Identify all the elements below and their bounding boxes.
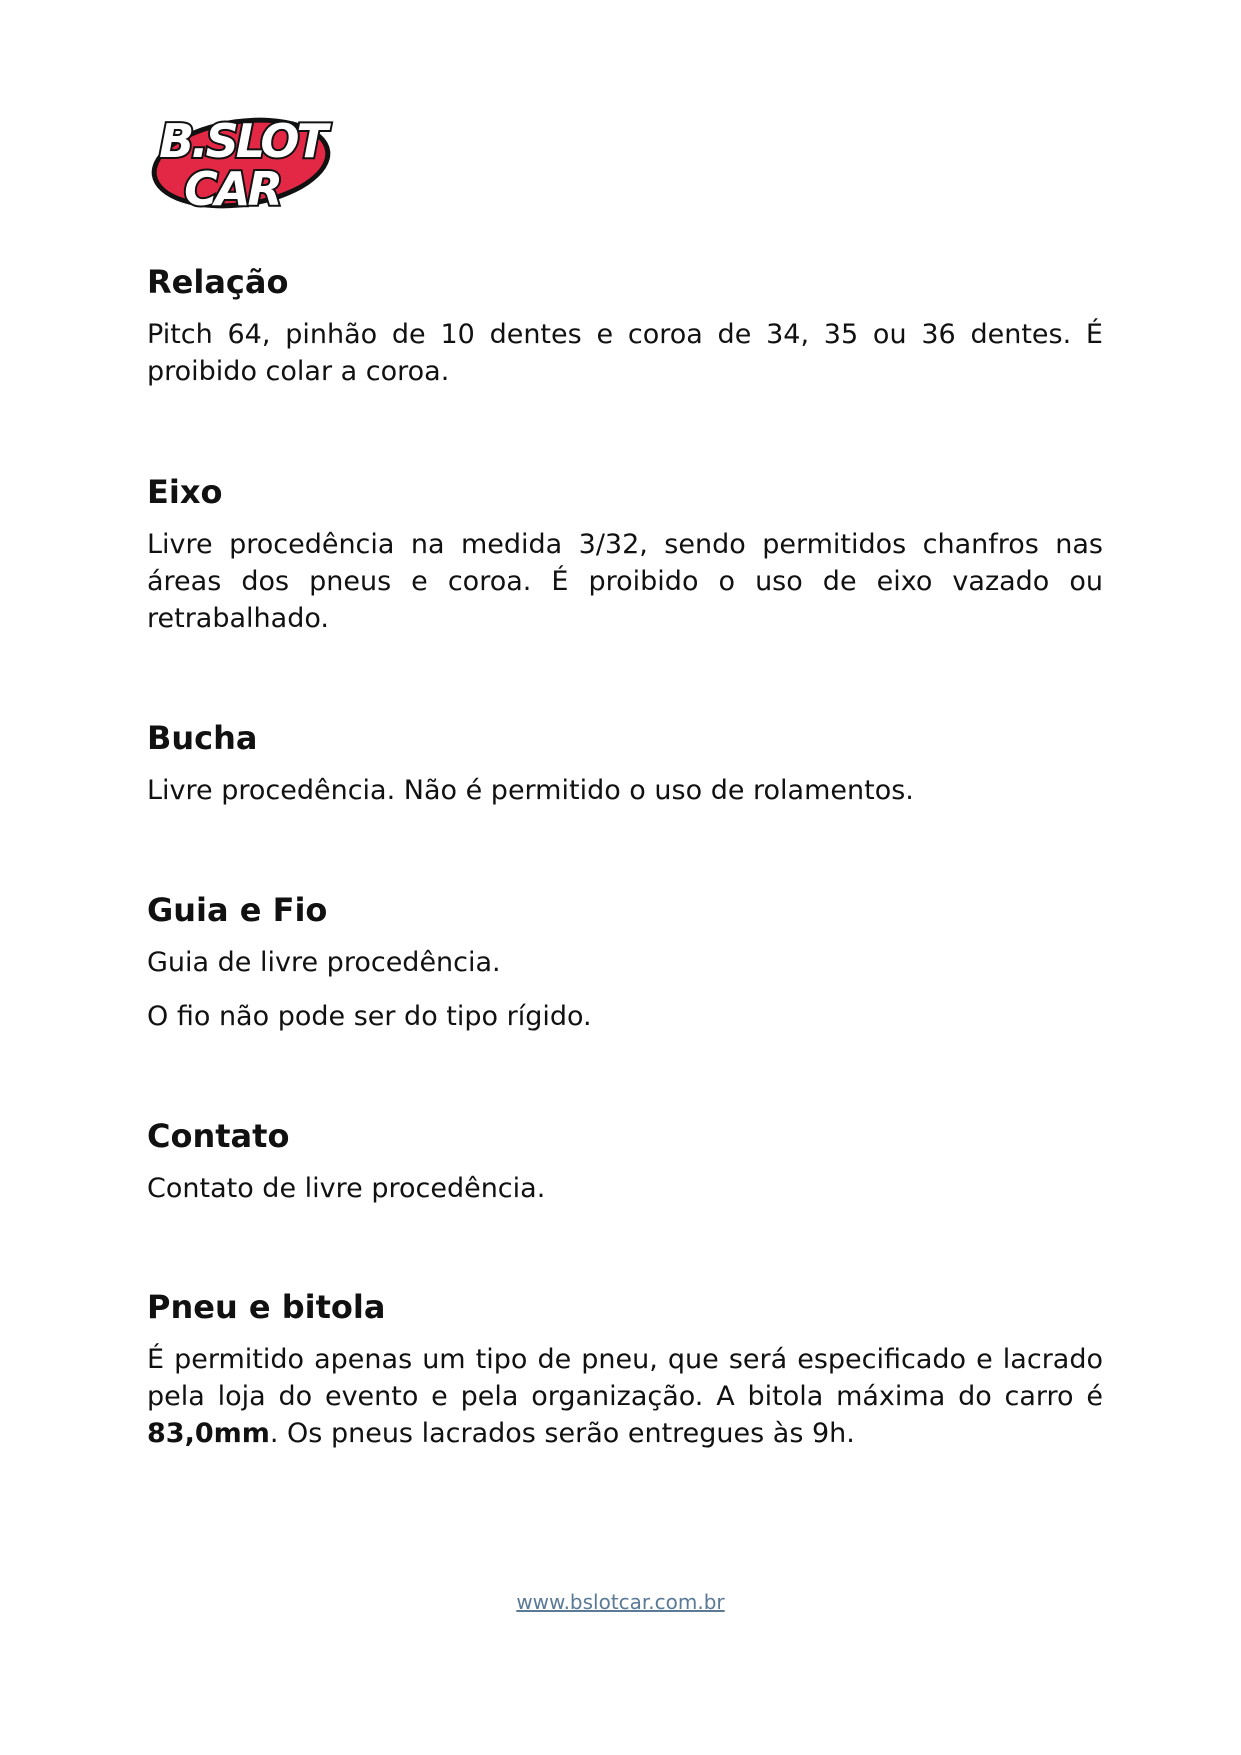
section-title-bucha: Bucha [147,719,258,757]
section-bucha [147,718,1103,890]
section-text-contato: Contato de livre procedência. [147,1173,546,1204]
section-title-eixo: Eixo [147,473,223,511]
bslotcar-logo [146,108,336,212]
section-text-pneu-bitola [147,1341,1103,1452]
section-eixo [147,472,1103,718]
pneu-text-after: . Os pneus lacrados serão entregues às 9h. [269,1418,855,1449]
pneu-text-before: É permitido apenas um tipo de pneu, que será especificado e lacrado pela loja do evento e pela organização. A bitola máxima do carro é [147,1344,1103,1412]
section-relacao [147,262,1103,472]
section-title-contato: Contato [147,1117,290,1155]
section-text-guia: Guia de livre procedência. [147,947,501,978]
section-text-bucha: Livre procedência. Não é permitido o uso de rolamentos. [147,775,914,806]
section-pneu-bitola [147,1287,1103,1452]
bitola-value: 83,0mm [147,1418,270,1449]
section-title-guia-fio: Guia e Fio [147,891,328,929]
document-body [147,262,1103,1452]
section-text-eixo: Livre procedência na medida 3/32, sendo permitidos chanfros nas áreas dos pneus e coroa. É proibido o uso de eixo vazado ou retrabalhado. [147,529,1103,634]
footer [0,1590,1241,1614]
svg-text:CAR: CAR [184,162,280,212]
section-text-fio: O fio não pode ser do tipo rígido. [147,1001,592,1032]
section-text-relacao: Pitch 64, pinhão de 10 dentes e coroa de 34, 35 ou 36 dentes. É proibido colar a coroa. [147,319,1103,387]
section-guia-fio [147,890,1103,1116]
svg-text:B.SLOT: B.SLOT [159,114,325,168]
section-contato [147,1116,1103,1287]
website-link[interactable]: www.bslotcar.com.br [516,1590,725,1614]
section-title-pneu-bitola: Pneu e bitola [147,1288,386,1326]
section-title-relacao: Relação [147,263,289,301]
